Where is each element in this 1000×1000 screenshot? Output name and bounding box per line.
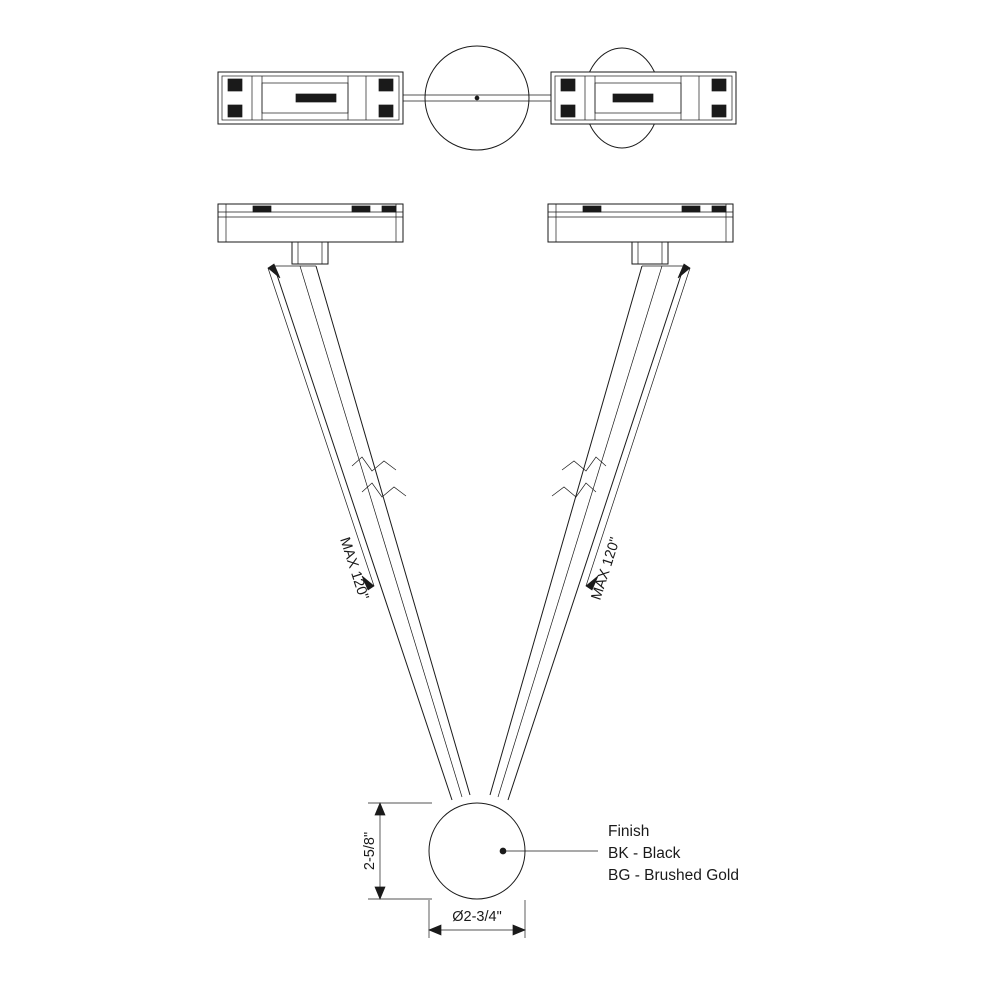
dimension-globe-diameter-label: Ø2-3/4" bbox=[452, 909, 502, 925]
left-canopy-elevation bbox=[218, 204, 403, 264]
dimension-cable-left bbox=[268, 264, 374, 602]
front-elevation-view bbox=[218, 204, 733, 899]
dimension-globe-height-label: 2-5/8" bbox=[362, 831, 378, 871]
finish-option-bg: BG - Brushed Gold bbox=[608, 867, 739, 884]
right-suspension-arm bbox=[490, 266, 684, 800]
finish-legend bbox=[608, 823, 739, 884]
left-canopy-plan bbox=[218, 72, 477, 124]
dimension-cable-left-label: MAX 120" bbox=[336, 535, 372, 603]
right-canopy-elevation bbox=[548, 204, 733, 264]
left-suspension-arm bbox=[274, 266, 470, 800]
top-view bbox=[218, 46, 736, 150]
finish-option-bk: BK - Black bbox=[608, 845, 681, 862]
right-canopy-plan bbox=[475, 72, 736, 124]
dimension-cable-right bbox=[586, 264, 690, 602]
dimension-globe-height bbox=[362, 803, 432, 899]
dimension-globe-diameter bbox=[429, 900, 525, 938]
dimension-cable-right-label: MAX 120" bbox=[588, 535, 624, 603]
finish-legend-heading: Finish bbox=[608, 823, 650, 840]
